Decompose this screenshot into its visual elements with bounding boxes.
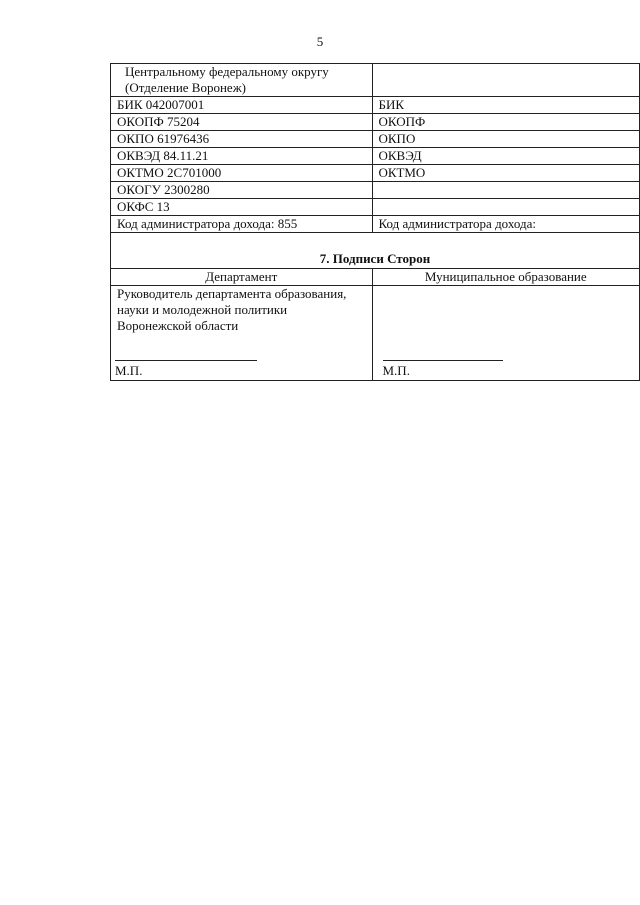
requisite-left: ОКОПФ 75204 bbox=[111, 114, 373, 131]
page-number: 5 bbox=[316, 34, 324, 49]
table-row bbox=[111, 64, 640, 97]
table-row bbox=[111, 114, 640, 131]
requisite-right bbox=[372, 182, 640, 199]
section-title: 7. Подписи Сторон bbox=[111, 233, 640, 269]
requisite-right bbox=[372, 199, 640, 216]
municipality-header: Муниципальное образование bbox=[372, 269, 640, 286]
signature-line bbox=[115, 360, 257, 361]
department-signature-cell bbox=[111, 286, 373, 381]
signatory-title-line-2: науки и молодежной политики bbox=[117, 302, 288, 317]
table-row bbox=[111, 182, 640, 199]
signature-row bbox=[111, 286, 640, 381]
signature-header-row bbox=[111, 269, 640, 286]
requisite-left: ОКТМО 2С701000 bbox=[111, 165, 373, 182]
department-header: Департамент bbox=[111, 269, 373, 286]
requisite-left: Центральному федеральному округу (Отделение Воронеж) bbox=[111, 64, 373, 97]
requisite-right bbox=[372, 64, 640, 97]
requisite-right: БИК bbox=[372, 97, 640, 114]
requisite-left: ОКОГУ 2300280 bbox=[111, 182, 373, 199]
table-row bbox=[111, 97, 640, 114]
requisite-left: ОКВЭД 84.11.21 bbox=[111, 148, 373, 165]
table-row bbox=[111, 131, 640, 148]
table-row bbox=[111, 199, 640, 216]
section-title-row bbox=[111, 233, 640, 269]
requisite-left: ОКПО 61976436 bbox=[111, 131, 373, 148]
requisites-body bbox=[111, 64, 640, 381]
requisite-right: ОКТМО bbox=[372, 165, 640, 182]
requisites-table bbox=[110, 63, 640, 381]
requisite-right: Код администратора дохода: bbox=[372, 216, 640, 233]
requisite-right: ОКВЭД bbox=[372, 148, 640, 165]
signature-line bbox=[383, 360, 503, 361]
stamp-place: М.П. bbox=[115, 363, 143, 378]
signatory-title-line-1: Руководитель департамента образования, bbox=[117, 286, 347, 301]
requisite-right: ОКОПФ bbox=[372, 114, 640, 131]
table-row bbox=[111, 148, 640, 165]
signatory-title-line-3: Воронежской области bbox=[117, 318, 239, 333]
stamp-place: М.П. bbox=[382, 363, 410, 378]
requisite-left: БИК 042007001 bbox=[111, 97, 373, 114]
municipality-signature-cell bbox=[372, 286, 640, 381]
requisite-left: Код администратора дохода: 855 bbox=[111, 216, 373, 233]
table-row bbox=[111, 165, 640, 182]
requisite-right: ОКПО bbox=[372, 131, 640, 148]
table-row bbox=[111, 216, 640, 233]
requisite-left: ОКФС 13 bbox=[111, 199, 373, 216]
